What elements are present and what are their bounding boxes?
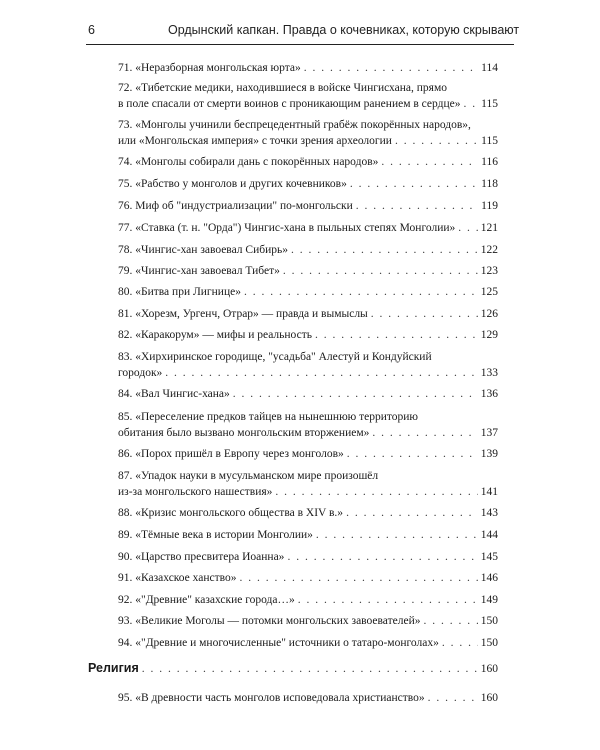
section-heading-religion[interactable] <box>88 660 498 677</box>
leader-dots <box>298 592 478 608</box>
toc-entry[interactable] <box>118 690 498 706</box>
running-title: Ордынский капкан. Правда о кочевниках, которую скрывают <box>168 23 520 37</box>
toc-entry-row <box>118 242 498 258</box>
toc-entry-row <box>118 484 498 500</box>
leader-dots <box>304 60 478 76</box>
toc-entry[interactable] <box>118 613 498 629</box>
toc-entry[interactable] <box>118 117 498 149</box>
toc-entry-row <box>118 284 498 300</box>
toc-entry[interactable] <box>118 198 498 214</box>
toc-entry-row <box>118 613 498 629</box>
toc-entry-row <box>118 365 498 381</box>
toc-entry-page: 150 <box>480 637 498 649</box>
toc-entry-row <box>118 527 498 543</box>
toc-entry-page: 116 <box>481 156 498 168</box>
leader-dots <box>240 570 478 586</box>
leader-dots <box>458 220 477 236</box>
toc-entry-row <box>118 60 498 76</box>
toc-entry-title-line: 92. «"Древние" казахские города…» <box>118 594 295 606</box>
toc-entry-title-line: 91. «Казахское ханство» <box>118 572 237 584</box>
toc-entry-title-line: 76. Миф об "индустриализации" по-монгольски <box>118 200 353 212</box>
leader-dots <box>316 527 478 543</box>
toc-entry-row <box>118 176 498 192</box>
toc-entry-row <box>118 425 498 441</box>
leader-dots <box>346 505 478 521</box>
toc-entry-title-line: 80. «Битва при Лигнице» <box>118 286 241 298</box>
toc-entry[interactable] <box>118 306 498 322</box>
toc-entry-row <box>118 306 498 322</box>
toc-entry-title-line: 75. «Рабство у монголов и других кочевников» <box>118 178 347 190</box>
toc-entry-page: 126 <box>480 308 498 320</box>
toc-entry-title-line: 86. «Порох пришёл в Европу через монголов» <box>118 448 344 460</box>
toc-entry[interactable] <box>118 284 498 300</box>
leader-dots <box>347 446 478 462</box>
leader-dots <box>142 661 478 677</box>
leader-dots <box>442 635 478 651</box>
toc-entry-row <box>118 220 498 236</box>
leader-dots <box>424 613 478 629</box>
leader-dots <box>395 133 478 149</box>
toc-entry[interactable] <box>118 349 498 381</box>
toc-entry-title-line: 81. «Хорезм, Ургенч, Отрар» — правда и вымыслы <box>118 308 368 320</box>
toc-entry[interactable] <box>118 386 498 402</box>
toc-entry-title-line: 72. «Тибетские медики, находившиеся в войске Чингисхана, прямо <box>118 82 447 94</box>
leader-dots <box>428 690 478 706</box>
leader-dots <box>275 484 477 500</box>
toc-entry-page: 141 <box>480 486 498 498</box>
toc-entry-page: 118 <box>481 178 498 190</box>
leader-dots <box>356 198 478 214</box>
toc-entry-row <box>118 263 498 279</box>
toc-entry-title-line: 79. «Чингис-хан завоевал Тибет» <box>118 265 280 277</box>
toc-entry-page: 115 <box>481 98 498 110</box>
toc-entry-row <box>118 154 498 170</box>
toc-entry-page: 146 <box>480 572 498 584</box>
toc-entry-page: 137 <box>480 427 498 439</box>
toc-entry-page: 149 <box>480 594 498 606</box>
toc-entry[interactable] <box>118 635 498 651</box>
toc-entry-page: 119 <box>481 200 498 212</box>
toc-entry-page: 133 <box>480 367 498 379</box>
section-page-number: 160 <box>480 663 498 675</box>
toc-entry-page: 145 <box>480 551 498 563</box>
toc-entry-row <box>118 133 498 149</box>
leader-dots <box>291 242 478 258</box>
leader-dots <box>165 365 477 381</box>
toc-entry[interactable] <box>118 446 498 462</box>
toc-entry-page: 144 <box>480 529 498 541</box>
toc-entry[interactable] <box>118 592 498 608</box>
leader-dots <box>283 263 478 279</box>
toc-entry[interactable] <box>118 570 498 586</box>
toc-entry-row <box>118 96 498 112</box>
toc-entry-row <box>118 570 498 586</box>
toc-entry-title-line: 89. «Тёмные века в истории Монголии» <box>118 529 313 541</box>
toc-entry-page: 121 <box>480 222 498 234</box>
toc-entry[interactable] <box>118 327 498 343</box>
toc-entry-title-line: 90. «Царство пресвитера Иоанна» <box>118 551 285 563</box>
toc-entry-row <box>118 505 498 521</box>
toc-entry-row <box>118 592 498 608</box>
toc-entry-title-line: 77. «Ставка (т. н. "Орда") Чингис-хана в пыльных степях Монголии» <box>118 222 456 234</box>
leader-dots <box>287 549 477 565</box>
toc-entry[interactable] <box>118 527 498 543</box>
page-number: 6 <box>88 23 95 37</box>
toc-entry-title-line: городок» <box>118 367 163 379</box>
toc-entry-row <box>118 386 498 402</box>
toc-entry-title-line: 82. «Каракорум» — мифы и реальность <box>118 329 312 341</box>
toc-entry-page: 143 <box>480 507 498 519</box>
toc-entry-title-line: 78. «Чингис-хан завоевал Сибирь» <box>118 244 288 256</box>
section-title: Религия <box>88 661 139 675</box>
toc-entry-title-line: из-за монгольского нашествия» <box>118 486 273 498</box>
toc-entry-title-line: 74. «Монголы собирали дань с покорённых народов» <box>118 156 379 168</box>
leader-dots <box>372 425 477 441</box>
toc-entry[interactable] <box>118 263 498 279</box>
toc-entry-title-line: 87. «Упадок науки в мусульманском мире произошёл <box>118 470 379 482</box>
toc-entry-page: 123 <box>480 265 498 277</box>
toc-entry-page: 125 <box>480 286 498 298</box>
toc-entry[interactable] <box>118 176 498 192</box>
toc-entry-title-line: 93. «Великие Моголы — потомки монгольских завоевателей» <box>118 615 421 627</box>
toc-entry[interactable] <box>118 409 498 441</box>
toc-entry-title-line: или «Монгольская империя» с точки зрения археологии <box>118 135 392 147</box>
leader-dots <box>350 176 478 192</box>
toc-entry-page: 122 <box>480 244 498 256</box>
toc-entry-title-line: 85. «Переселение предков тайцев на нынешнюю территорию <box>118 411 419 423</box>
toc-entry-title-line: в поле спасали от смерти воинов с проникающим ранением в сердце» <box>118 98 461 110</box>
leader-dots <box>233 386 478 402</box>
toc-entry-row <box>118 635 498 651</box>
toc-entry[interactable] <box>118 154 498 170</box>
toc-entry-page: 150 <box>480 615 498 627</box>
toc-entry-title-line: 71. «Неразборная монгольская юрта» <box>118 62 301 74</box>
toc-entry-row <box>118 327 498 343</box>
toc-entry-title-line: 84. «Вал Чингис-хана» <box>118 388 230 400</box>
toc-entry-title-line: 95. «В древности часть монголов исповедовала христианство» <box>118 692 425 704</box>
toc-entry-page: 136 <box>480 388 498 400</box>
toc-entry[interactable] <box>118 468 498 500</box>
toc-entry-title-line: 83. «Хирхиринское городище, "усадьба" Алестуй и Кондуйский <box>118 351 432 363</box>
toc-entry-row <box>118 198 498 214</box>
toc-entry[interactable] <box>118 80 498 112</box>
toc-entry[interactable] <box>118 549 498 565</box>
toc-entry-title-line: 73. «Монголы учинили беспрецедентный грабёж покорённых народов», <box>118 119 471 131</box>
toc-entry-page: 129 <box>480 329 498 341</box>
leader-dots <box>463 96 478 112</box>
leader-dots <box>315 327 478 343</box>
toc-entry-row <box>118 446 498 462</box>
toc-entry-row <box>118 690 498 706</box>
toc-entry-title-line: обитания было вызвано монгольским вторжением» <box>118 427 370 439</box>
toc-entry-title-line: 88. «Кризис монгольского общества в XIV в.» <box>118 507 344 519</box>
toc-entry[interactable] <box>118 60 498 76</box>
toc-entry-page: 114 <box>481 62 498 74</box>
toc-entry-page: 115 <box>481 135 498 147</box>
toc-entry-page: 139 <box>480 448 498 460</box>
toc-entry-row <box>118 549 498 565</box>
toc-entry[interactable] <box>118 505 498 521</box>
toc-entry[interactable] <box>118 220 498 236</box>
toc-entry[interactable] <box>118 242 498 258</box>
leader-dots <box>244 284 478 300</box>
toc-entry-page: 160 <box>480 692 498 704</box>
leader-dots <box>371 306 478 322</box>
leader-dots <box>381 154 478 170</box>
toc-entry-title-line: 94. «"Древние и многочисленные" источники о татаро-монголах» <box>118 637 439 649</box>
